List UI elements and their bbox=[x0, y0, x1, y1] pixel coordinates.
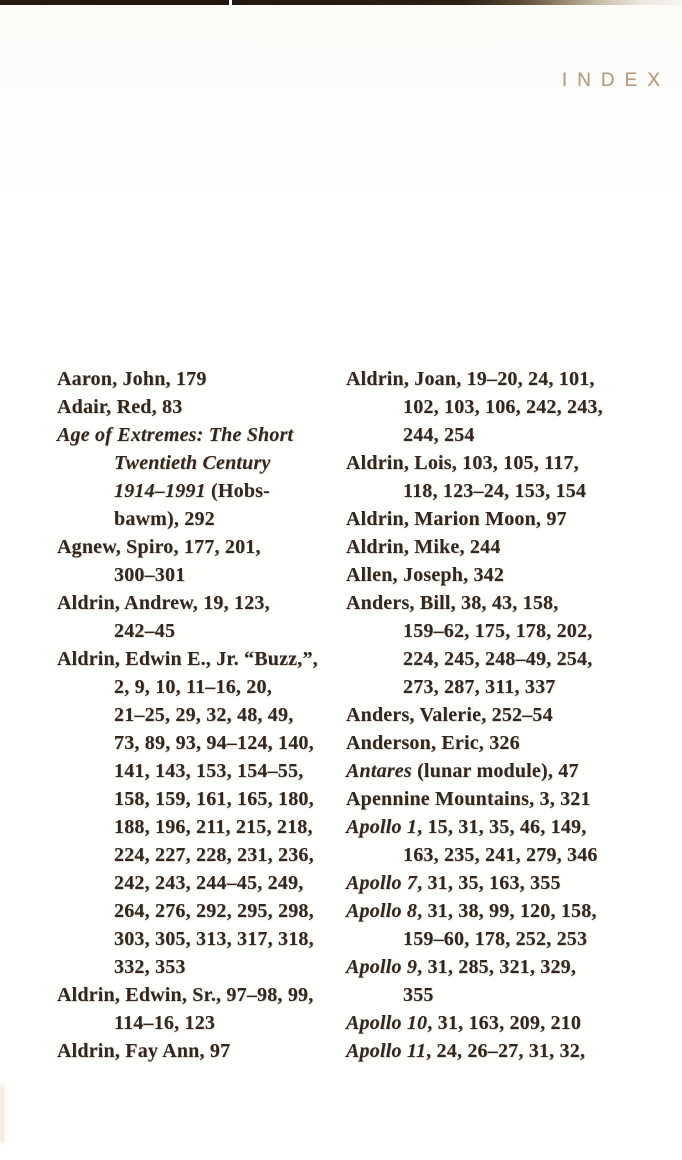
index-text-italic: Apollo 1 bbox=[346, 816, 418, 838]
index-entry-line bbox=[57, 393, 349, 421]
index-entry-line bbox=[346, 505, 676, 533]
index-text-italic: Apollo 9 bbox=[346, 956, 418, 978]
scan-band-notch bbox=[229, 0, 232, 5]
index-text: 159–60, 178, 252, 253 bbox=[403, 928, 588, 950]
index-line-continuation bbox=[346, 981, 676, 1009]
index-text: 264, 276, 292, 295, 298, bbox=[114, 900, 314, 922]
index-line-continuation bbox=[346, 841, 676, 869]
index-text: 273, 287, 311, 337 bbox=[403, 676, 556, 698]
index-text: Anders, Valerie, 252–54 bbox=[346, 704, 553, 726]
index-text: 303, 305, 313, 317, 318, bbox=[114, 928, 314, 950]
page-edge-scan-band bbox=[0, 0, 682, 5]
index-text: Aaron, John, 179 bbox=[57, 368, 207, 390]
index-line-continuation bbox=[346, 393, 676, 421]
index-entry-line bbox=[57, 589, 349, 617]
index-line-continuation bbox=[57, 673, 349, 701]
index-entry-line bbox=[346, 365, 676, 393]
index-text: , 31, 163, 209, 210 bbox=[427, 1012, 582, 1034]
index-line-continuation bbox=[57, 757, 349, 785]
index-text: 158, 159, 161, 165, 180, bbox=[114, 788, 314, 810]
index-line-continuation bbox=[57, 477, 349, 505]
index-text: (lunar module), 47 bbox=[411, 760, 579, 782]
index-text: 244, 254 bbox=[403, 424, 475, 446]
index-text: Allen, Joseph, 342 bbox=[346, 564, 505, 586]
index-text: bawm), 292 bbox=[114, 508, 215, 530]
index-text: Aldrin, Edwin E., Jr. “Buzz,”, bbox=[57, 648, 318, 670]
index-text: Aldrin, Joan, 19–20, 24, 101, bbox=[346, 368, 595, 390]
index-text-italic: Apollo 7 bbox=[346, 872, 418, 894]
index-line-continuation bbox=[57, 953, 349, 981]
index-line-continuation bbox=[346, 925, 676, 953]
index-entry-line bbox=[57, 533, 349, 561]
index-entry-line bbox=[346, 785, 676, 813]
index-text: 102, 103, 106, 242, 243, bbox=[403, 396, 603, 418]
index-line-continuation bbox=[57, 1009, 349, 1037]
index-text-italic: Age of Extremes: The Short bbox=[57, 424, 294, 446]
index-line-continuation bbox=[57, 701, 349, 729]
index-text: Anderson, Eric, 326 bbox=[346, 732, 520, 754]
index-entry-line bbox=[57, 645, 349, 673]
index-line-continuation bbox=[57, 813, 349, 841]
index-line-continuation bbox=[57, 617, 349, 645]
index-line-continuation bbox=[346, 645, 676, 673]
index-text: , 24, 26–27, 31, 32, bbox=[426, 1040, 586, 1062]
index-entry-line bbox=[346, 869, 676, 897]
index-entry-line bbox=[346, 953, 676, 981]
index-text: 118, 123–24, 153, 154 bbox=[403, 480, 587, 502]
index-entry-line bbox=[346, 729, 676, 757]
index-text: 141, 143, 153, 154–55, bbox=[114, 760, 304, 782]
index-text: , 31, 35, 163, 355 bbox=[417, 872, 561, 894]
index-entry-line bbox=[346, 1009, 676, 1037]
index-text: Aldrin, Andrew, 19, 123, bbox=[57, 592, 270, 614]
index-text: Aldrin, Fay Ann, 97 bbox=[57, 1040, 231, 1062]
index-text: Anders, Bill, 38, 43, 158, bbox=[346, 592, 559, 614]
index-text: , 15, 31, 35, 46, 149, bbox=[417, 816, 587, 838]
index-entry-line bbox=[346, 449, 676, 477]
index-text: 163, 235, 241, 279, 346 bbox=[403, 844, 598, 866]
index-entry-line bbox=[57, 421, 349, 449]
index-text-italic: Apollo 8 bbox=[346, 900, 418, 922]
index-line-continuation bbox=[57, 561, 349, 589]
index-text: 224, 245, 248–49, 254, bbox=[403, 648, 593, 670]
index-text-italic: Apollo 10 bbox=[346, 1012, 428, 1034]
index-text: , 31, 285, 321, 329, bbox=[417, 956, 577, 978]
index-text-italic: 1914–1991 bbox=[114, 480, 206, 502]
index-text: 224, 227, 228, 231, 236, bbox=[114, 844, 314, 866]
index-text: 242, 243, 244–45, 249, bbox=[114, 872, 304, 894]
index-text: , 31, 38, 99, 120, 158, bbox=[417, 900, 597, 922]
index-text-italic: Antares bbox=[346, 760, 412, 782]
index-line-continuation bbox=[57, 449, 349, 477]
index-entry-line bbox=[346, 1037, 676, 1065]
index-text: Apennine Mountains, 3, 321 bbox=[346, 788, 591, 810]
index-entry-line bbox=[346, 561, 676, 589]
index-running-head: INDEX bbox=[561, 70, 670, 91]
index-entry-line bbox=[57, 1037, 349, 1065]
index-text: Aldrin, Mike, 244 bbox=[346, 536, 501, 558]
index-line-continuation bbox=[57, 785, 349, 813]
index-entry-line bbox=[346, 533, 676, 561]
index-text: 159–62, 175, 178, 202, bbox=[403, 620, 593, 642]
index-text: 188, 196, 211, 215, 218, bbox=[114, 816, 313, 838]
index-entry-line bbox=[346, 897, 676, 925]
index-text: 114–16, 123 bbox=[114, 1012, 216, 1034]
index-text: Aldrin, Edwin, Sr., 97–98, 99, bbox=[57, 984, 314, 1006]
index-text: 332, 353 bbox=[114, 956, 186, 978]
index-column-left bbox=[57, 365, 349, 1065]
index-text: 300–301 bbox=[114, 564, 186, 586]
index-entry-line bbox=[346, 589, 676, 617]
index-text: 2, 9, 10, 11–16, 20, bbox=[114, 676, 272, 698]
index-line-continuation bbox=[57, 869, 349, 897]
index-line-continuation bbox=[346, 673, 676, 701]
index-line-continuation bbox=[346, 477, 676, 505]
index-text: 355 bbox=[403, 984, 434, 1006]
index-text: 21–25, 29, 32, 48, 49, bbox=[114, 704, 294, 726]
index-text: Aldrin, Lois, 103, 105, 117, bbox=[346, 452, 579, 474]
index-line-continuation bbox=[346, 617, 676, 645]
index-text: 242–45 bbox=[114, 620, 176, 642]
index-text: 73, 89, 93, 94–124, 140, bbox=[114, 732, 314, 754]
index-line-continuation bbox=[57, 729, 349, 757]
index-entry-line bbox=[57, 365, 349, 393]
index-entry-line bbox=[346, 813, 676, 841]
index-text: (Hobs- bbox=[205, 480, 270, 502]
index-line-continuation bbox=[346, 421, 676, 449]
index-text-italic: Twentieth Century bbox=[114, 452, 271, 474]
index-line-continuation bbox=[57, 925, 349, 953]
index-line-continuation bbox=[57, 841, 349, 869]
index-text: Agnew, Spiro, 177, 201, bbox=[57, 536, 261, 558]
index-entry-line bbox=[346, 757, 676, 785]
page-edge-smudge bbox=[0, 1085, 4, 1143]
index-line-continuation bbox=[57, 897, 349, 925]
index-column-right bbox=[346, 365, 676, 1065]
index-text: Adair, Red, 83 bbox=[57, 396, 183, 418]
index-text-italic: Apollo 11 bbox=[346, 1040, 427, 1062]
index-entry-line bbox=[57, 981, 349, 1009]
index-text: Aldrin, Marion Moon, 97 bbox=[346, 508, 567, 530]
index-line-continuation bbox=[57, 505, 349, 533]
index-entry-line bbox=[346, 701, 676, 729]
